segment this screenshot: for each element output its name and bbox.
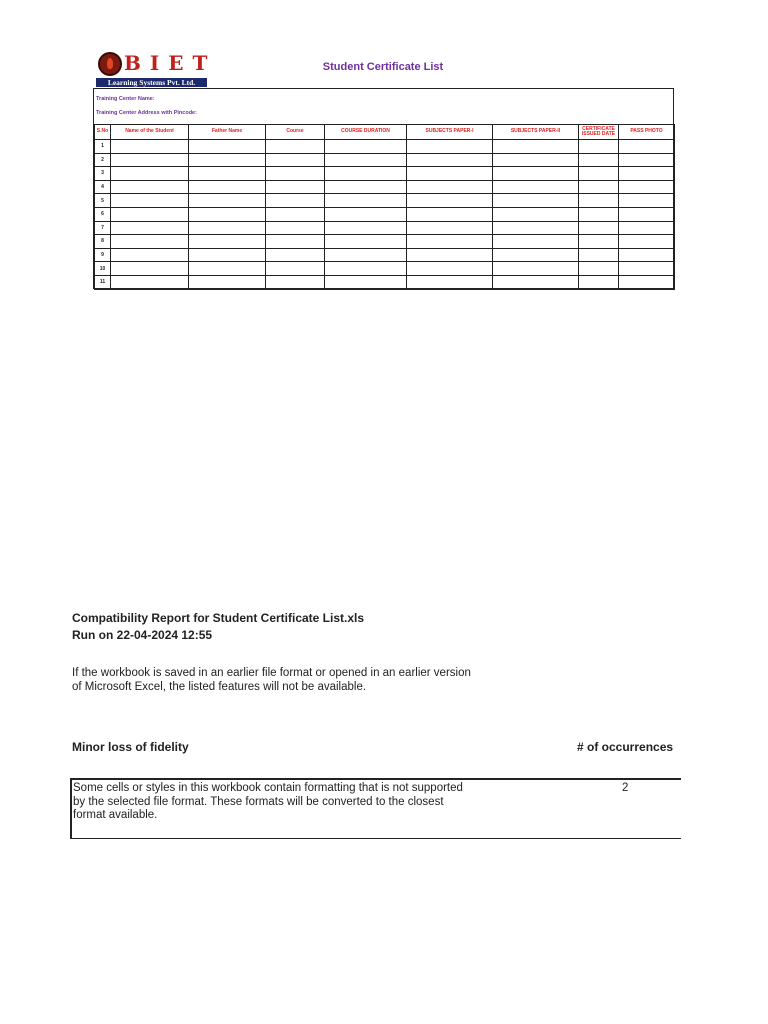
biet-logo [96,51,217,88]
column-header-father-name: Father Name [189,125,266,140]
table-cell[interactable] [579,140,619,154]
table-cell[interactable] [619,248,675,262]
table-cell[interactable] [407,262,493,276]
column-header-course-duration: COURSE DURATION [325,125,407,140]
issue-line: by the selected file format. These formats will be converted to the closest [73,795,444,808]
table-cell[interactable] [111,207,189,221]
table-cell[interactable] [619,275,675,289]
table-cell[interactable] [493,248,579,262]
table-cell[interactable] [189,275,266,289]
table-cell[interactable] [579,262,619,276]
table-cell[interactable] [493,140,579,154]
report-run-date: Run on 22-04-2024 12:55 [72,628,213,642]
table-cell[interactable] [189,180,266,194]
table-cell[interactable] [325,275,407,289]
table-cell[interactable] [111,140,189,154]
issue-occurrence-count: 2 [622,782,629,794]
column-header-sno: S.No [95,125,111,140]
sheet-title: Student Certificate List [322,61,444,73]
table-cell[interactable] [266,140,325,154]
table-cell[interactable] [111,221,189,235]
table-cell[interactable] [189,262,266,276]
table-cell[interactable] [493,221,579,235]
report-title: Compatibility Report for Student Certificate List.xls [72,611,365,625]
table-cell[interactable] [619,180,675,194]
column-header-subjects-paper-2: SUBJECTS PAPER-II [493,125,579,140]
table-cell[interactable] [266,248,325,262]
table-cell[interactable] [493,207,579,221]
table-cell[interactable] [325,207,407,221]
table-cell[interactable] [407,167,493,181]
student-table [94,124,675,290]
row-number: 10 [95,262,111,276]
table-cell[interactable] [189,167,266,181]
table-cell[interactable] [266,275,325,289]
table-cell[interactable] [325,235,407,249]
row-number: 2 [95,153,111,167]
table-cell[interactable] [407,140,493,154]
row-number: 6 [95,207,111,221]
table-cell[interactable] [266,180,325,194]
row-number: 11 [95,275,111,289]
table-cell[interactable] [493,167,579,181]
table-cell[interactable] [266,153,325,167]
table-cell[interactable] [111,235,189,249]
issue-line: format available. [73,809,158,821]
table-cell[interactable] [619,262,675,276]
table-row [95,235,675,249]
row-number: 9 [95,248,111,262]
table-cell[interactable] [266,235,325,249]
table-cell[interactable] [325,167,407,181]
table-row [95,275,675,289]
table-row [95,207,675,221]
training-center-name-label: Training Center Name: [96,96,155,102]
row-number: 4 [95,180,111,194]
table-cell[interactable] [325,153,407,167]
report-intro-line: of Microsoft Excel, the listed features will not be available. [72,681,367,693]
table-cell[interactable] [619,207,675,221]
table-cell[interactable] [189,248,266,262]
table-cell[interactable] [111,194,189,208]
table-body [95,140,675,290]
row-number: 7 [95,221,111,235]
table-cell[interactable] [619,153,675,167]
table-cell[interactable] [493,235,579,249]
table-cell[interactable] [325,221,407,235]
table-cell[interactable] [407,248,493,262]
table-cell[interactable] [493,275,579,289]
row-number: 3 [95,167,111,181]
occurrences-heading: # of occurrences [577,740,674,754]
table-cell[interactable] [407,275,493,289]
column-header-student-name: Name of the Student [111,125,189,140]
table-cell[interactable] [325,180,407,194]
column-header-subjects-paper-1: SUBJECTS PAPER-I [407,125,493,140]
table-cell[interactable] [325,248,407,262]
section-heading: Minor loss of fidelity [72,740,189,754]
row-number: 1 [95,140,111,154]
table-cell[interactable] [266,194,325,208]
table-cell[interactable] [579,248,619,262]
issue-line: Some cells or styles in this workbook contain formatting that is not supported [73,782,463,794]
table-cell[interactable] [579,207,619,221]
table-cell[interactable] [579,153,619,167]
table-cell[interactable] [579,194,619,208]
table-row [95,167,675,181]
table-cell[interactable] [407,194,493,208]
table-cell[interactable] [266,167,325,181]
table-cell[interactable] [266,262,325,276]
table-row [95,140,675,154]
table-cell[interactable] [407,180,493,194]
table-cell[interactable] [325,194,407,208]
table-cell[interactable] [619,194,675,208]
table-cell[interactable] [579,235,619,249]
table-cell[interactable] [579,167,619,181]
row-number: 8 [95,235,111,249]
table-row [95,262,675,276]
table-cell[interactable] [407,235,493,249]
column-header-certificate-issued-date: CERTIFICATE ISSUED DATE [579,125,619,140]
table-row [95,180,675,194]
report-intro-line: If the workbook is saved in an earlier file format or opened in an earlier version [72,667,471,679]
report-intro [72,666,542,694]
table-cell[interactable] [493,194,579,208]
certificate-sheet [93,88,674,289]
issue-row [70,778,681,839]
table-cell[interactable] [111,275,189,289]
table-row [95,194,675,208]
report-header [72,610,364,644]
table-cell[interactable] [325,262,407,276]
table-cell[interactable] [619,167,675,181]
column-header-pass-photo: PASS PHOTO [619,125,675,140]
table-cell[interactable] [325,140,407,154]
logo-subtitle: Learning Systems Pvt. Ltd. [96,78,207,87]
table-cell[interactable] [189,194,266,208]
table-cell[interactable] [189,235,266,249]
table-cell[interactable] [111,262,189,276]
table-row [95,153,675,167]
table-cell[interactable] [619,140,675,154]
table-cell[interactable] [189,221,266,235]
logo-emblem-icon [98,52,122,76]
table-cell[interactable] [579,275,619,289]
table-cell[interactable] [266,207,325,221]
training-center-address-label: Training Center Address with Pincode: [96,110,197,116]
table-row [95,221,675,235]
table-cell[interactable] [407,153,493,167]
table-cell[interactable] [189,207,266,221]
table-cell[interactable] [493,153,579,167]
column-header-course: Course [266,125,325,140]
logo-text: BIET [124,51,217,75]
table-cell[interactable] [111,167,189,181]
table-cell[interactable] [189,140,266,154]
table-cell[interactable] [493,262,579,276]
table-cell[interactable] [111,248,189,262]
table-cell[interactable] [189,153,266,167]
table-cell[interactable] [579,180,619,194]
table-cell[interactable] [407,221,493,235]
table-cell[interactable] [266,221,325,235]
table-cell[interactable] [493,180,579,194]
table-header-row [95,125,675,140]
table-cell[interactable] [579,221,619,235]
table-cell[interactable] [111,180,189,194]
table-cell[interactable] [619,235,675,249]
row-number: 5 [95,194,111,208]
table-cell[interactable] [407,207,493,221]
issue-description [73,782,523,823]
table-cell[interactable] [619,221,675,235]
table-row [95,248,675,262]
table-cell[interactable] [111,153,189,167]
